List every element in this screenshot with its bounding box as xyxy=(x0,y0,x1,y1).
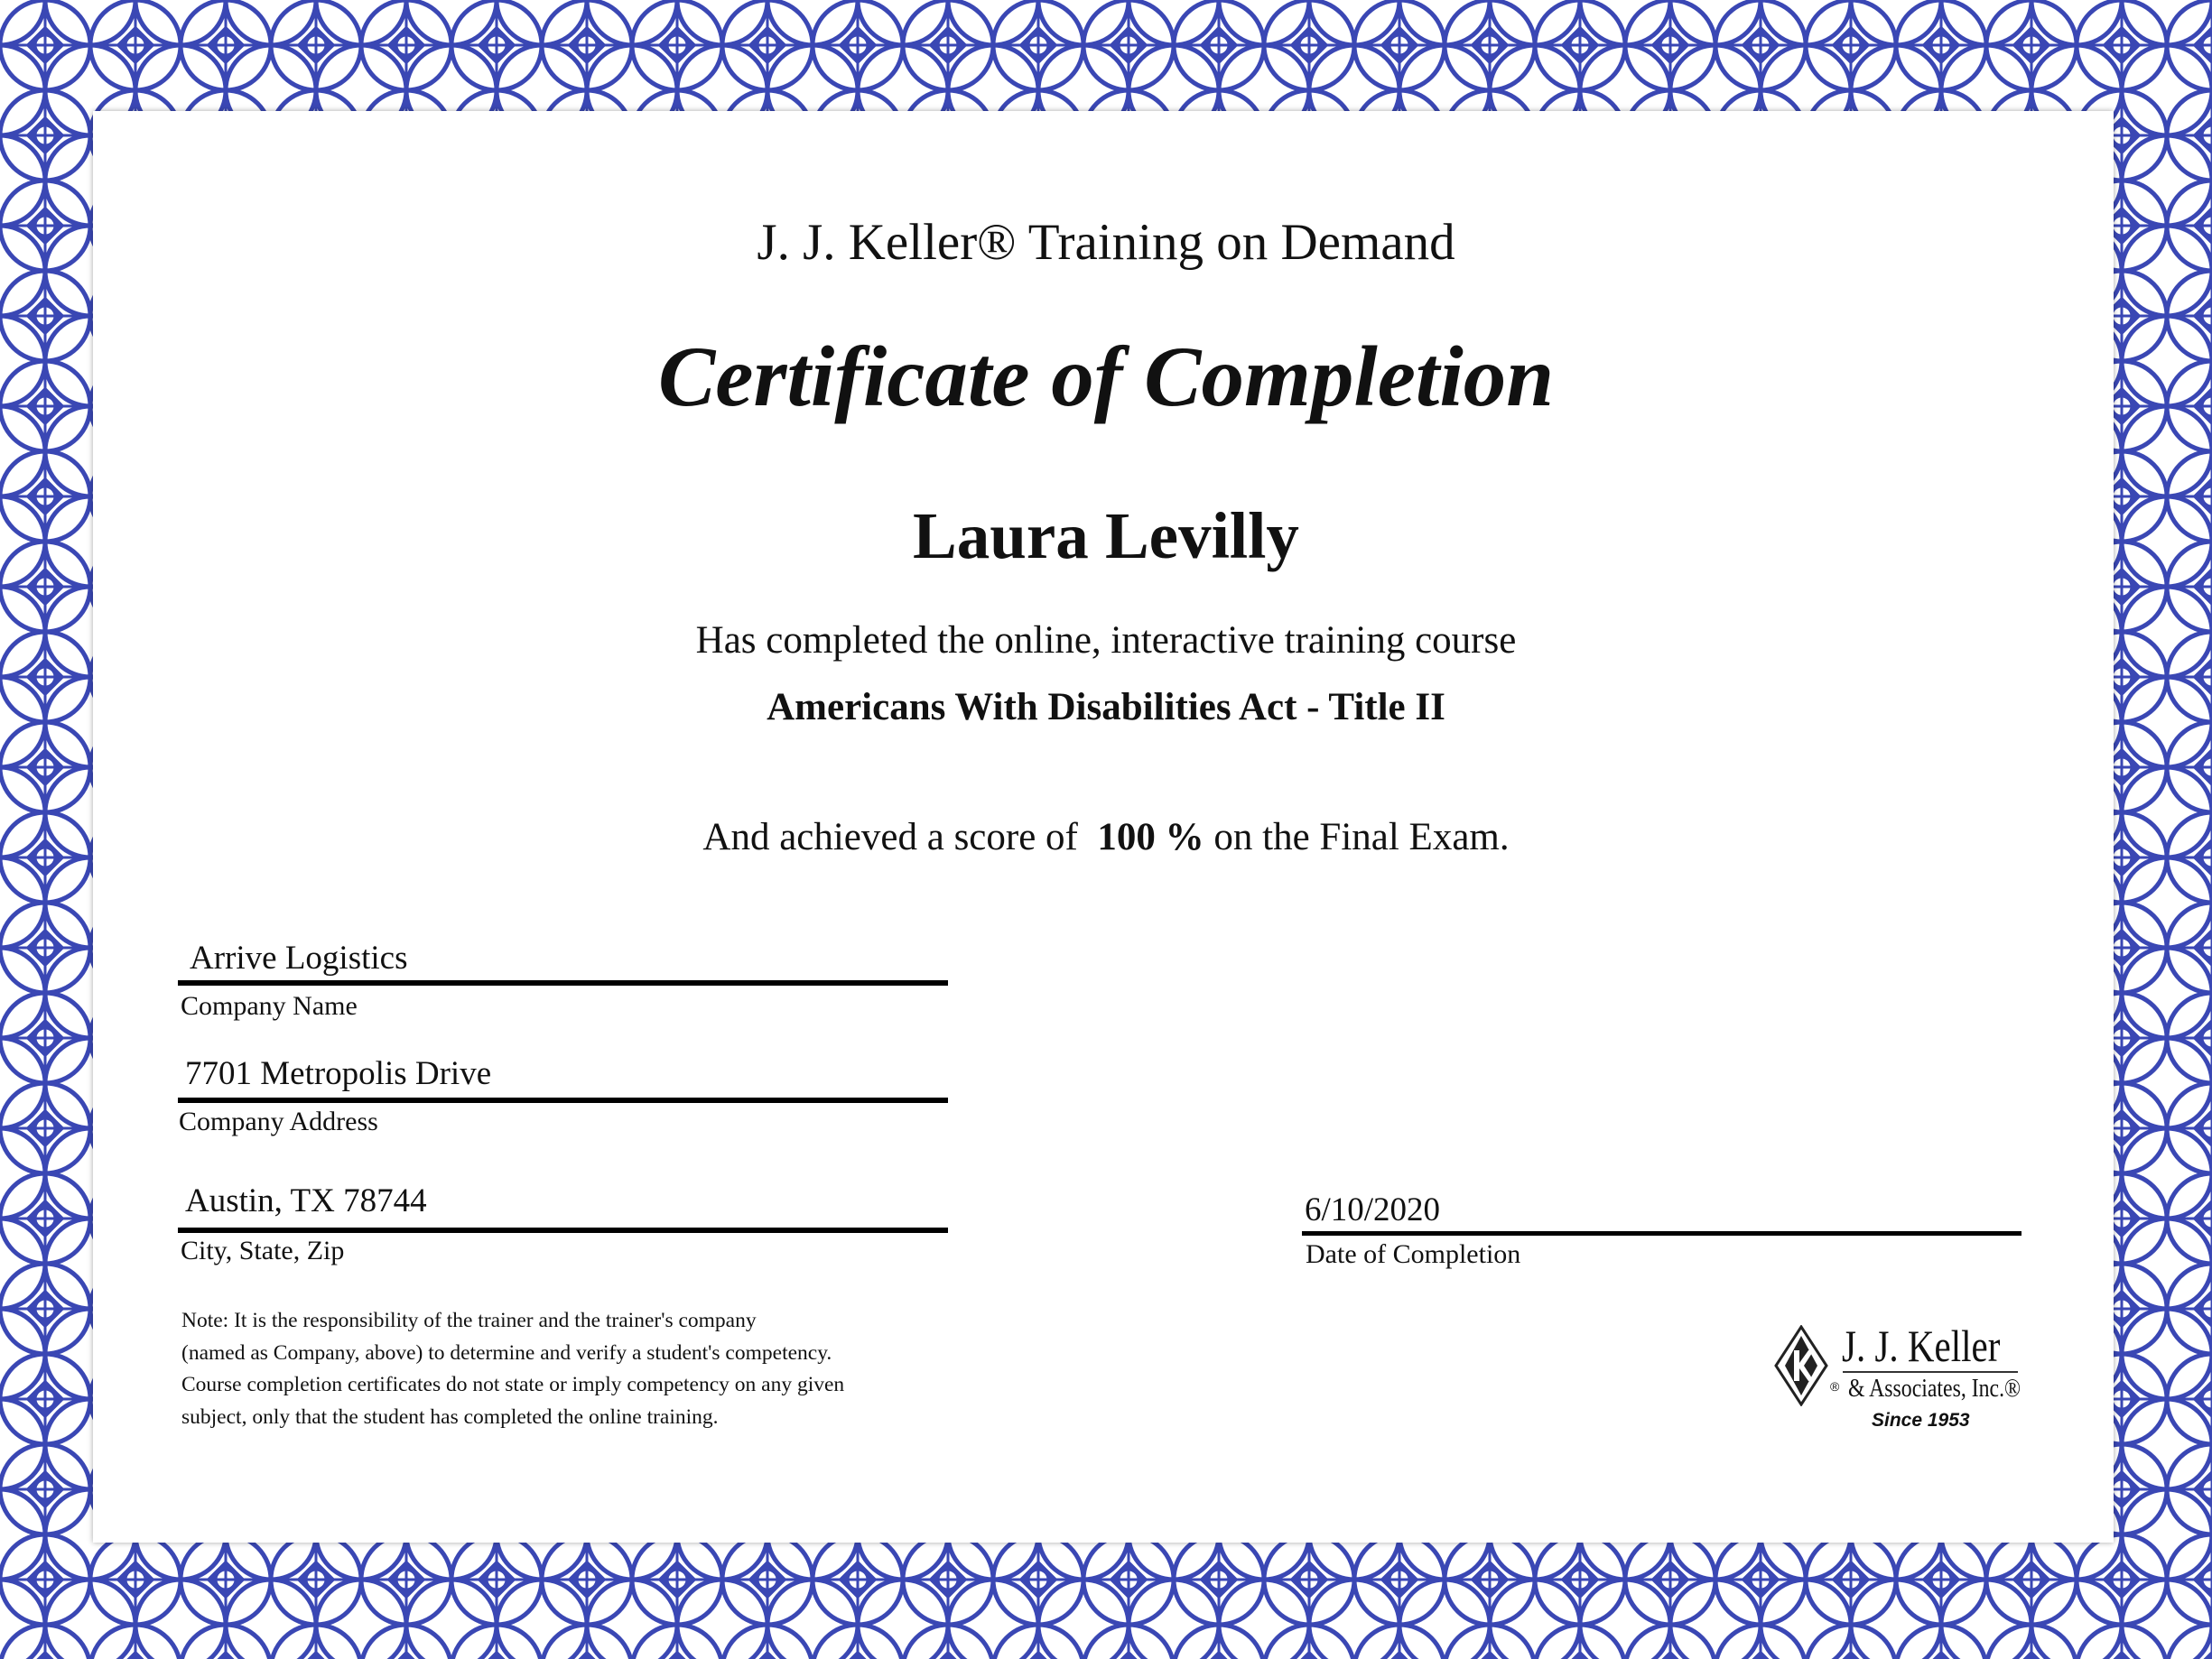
score-prefix: And achieved a score of xyxy=(702,816,1078,858)
completion-date-value: 6/10/2020 xyxy=(1305,1191,1441,1228)
recipient-name: Laura Levilly xyxy=(913,499,1299,572)
completion-date-label: Date of Completion xyxy=(1306,1239,1521,1269)
score-value: 100 xyxy=(1097,816,1156,858)
certificate-header: J. J. Keller® Training on Demand xyxy=(757,214,1455,271)
certificate-title: Certificate of Completion xyxy=(657,329,1555,424)
city-state-zip-label: City, State, Zip xyxy=(181,1236,345,1265)
note-line: Note: It is the responsibility of the trainer and the trainer's company xyxy=(181,1309,757,1332)
city-state-zip-line xyxy=(178,1228,948,1233)
company-name-line xyxy=(178,980,948,986)
note-line: Course completion certificates do not state or imply competency on any given xyxy=(181,1373,845,1396)
logo-name: J. J. Keller xyxy=(1842,1321,2001,1371)
responsibility-note xyxy=(181,1305,994,1433)
keller-k-logo-icon xyxy=(1774,1325,1828,1406)
completed-statement: Has completed the online, interactive training course xyxy=(695,619,1517,662)
city-state-zip-value: Austin, TX 78744 xyxy=(185,1182,427,1219)
company-address-line xyxy=(178,1098,948,1103)
company-name-value: Arrive Logistics xyxy=(190,940,408,977)
note-line: subject, only that the student has completed the online training. xyxy=(181,1404,719,1429)
logo-subtitle: & Associates, Inc.® xyxy=(1848,1374,2021,1403)
score-suffix: on the Final Exam. xyxy=(1213,816,1510,858)
score-statement xyxy=(0,815,2212,859)
completion-date-line xyxy=(1302,1231,2021,1236)
note-line: (named as Company, above) to determine and verify a student's competency. xyxy=(181,1340,832,1365)
jj-keller-logo: ® J. J. Keller & Associates, Inc.® Since 1953 xyxy=(1774,1320,2027,1437)
company-name-label: Company Name xyxy=(181,991,358,1021)
logo-since: Since 1953 xyxy=(1872,1410,1970,1431)
score-unit: % xyxy=(1165,816,1204,858)
course-name: Americans With Disabilities Act - Title II xyxy=(767,686,1445,728)
company-address-label: Company Address xyxy=(179,1107,378,1136)
company-address-value: 7701 Metropolis Drive xyxy=(185,1055,492,1092)
